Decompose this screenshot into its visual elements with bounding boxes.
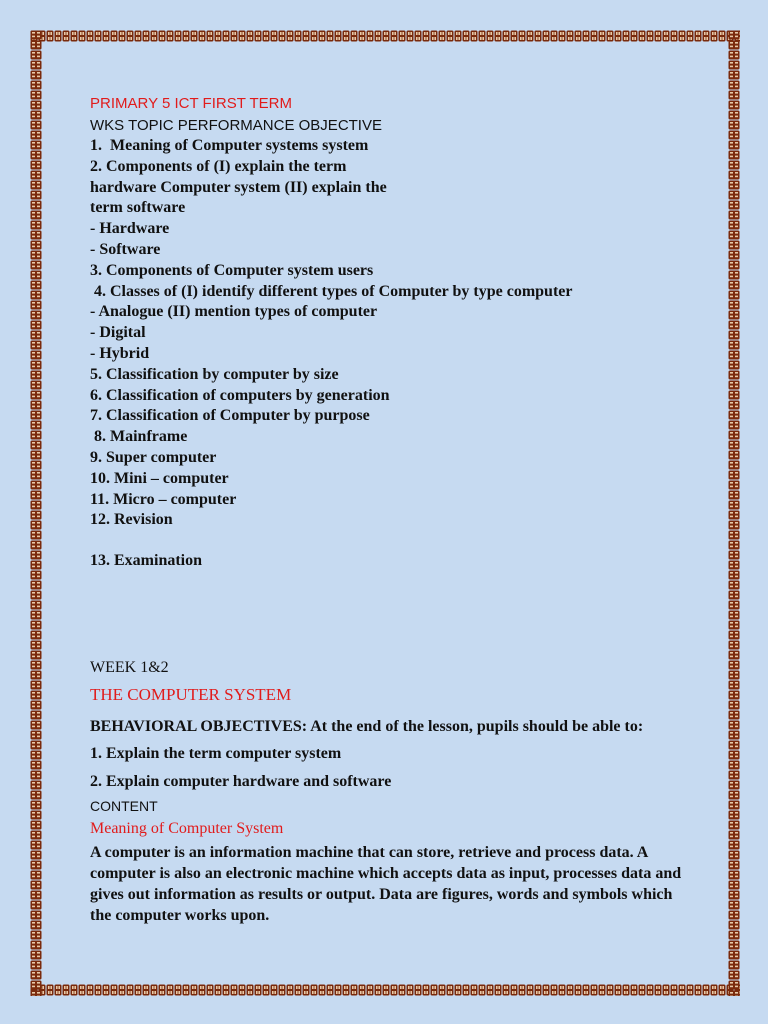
scheme-line: - Software xyxy=(90,240,161,258)
lesson-section xyxy=(90,656,690,926)
document-body xyxy=(90,93,690,926)
scheme-line: 4. Classes of (I) identify different types of Computer by type computer xyxy=(90,282,573,300)
page-border-left xyxy=(30,30,42,996)
scheme-line: - Hybrid xyxy=(90,344,150,362)
scheme-line: 10. Mini – computer xyxy=(90,469,229,487)
scheme-line: 2. Components of (I) explain the term xyxy=(90,157,347,175)
scheme-line: term software xyxy=(90,199,186,217)
content-label: CONTENT xyxy=(90,797,158,814)
week-label: WEEK 1&2 xyxy=(90,658,169,676)
scheme-line: 5. Classification by computer by size xyxy=(90,365,339,383)
scheme-line: 12. Revision xyxy=(90,511,173,529)
scheme-line-examination: 13. Examination xyxy=(90,552,203,570)
page-border-right xyxy=(728,30,740,996)
page-border-top xyxy=(30,30,740,42)
page-border-bottom xyxy=(30,984,740,996)
lesson-title: THE COMPUTER SYSTEM xyxy=(90,684,292,704)
behavioral-objectives: BEHAVIORAL OBJECTIVES: At the end of the lesson, pupils should be able to: xyxy=(90,717,644,735)
scheme-line: 8. Mainframe xyxy=(90,428,188,446)
scheme-line: 1. Meaning of Computer systems system xyxy=(90,137,369,154)
document-title: PRIMARY 5 ICT FIRST TERM xyxy=(90,95,292,112)
scheme-of-work-list xyxy=(90,136,690,572)
definition-paragraph: A computer is an information machine that can store, retrieve and process data. A computer is also an electronic machine which accepts data as input, processes data and gives out information as results or output. Data are figures, words and symbols which the computer works upon. xyxy=(90,843,682,924)
scheme-line: 6. Classification of computers by generation xyxy=(90,386,390,404)
scheme-line: hardware Computer system (II) explain the xyxy=(90,178,387,196)
scheme-line: - Analogue (II) mention types of computer xyxy=(90,303,378,321)
scheme-line: - Hardware xyxy=(90,220,170,238)
scheme-line: 11. Micro – computer xyxy=(90,490,237,508)
scheme-line: 7. Classification of Computer by purpose xyxy=(90,407,370,425)
scheme-column-header: WKS TOPIC PERFORMANCE OBJECTIVE xyxy=(90,117,382,134)
objective-item: 2. Explain computer hardware and software xyxy=(90,772,392,790)
section-heading: Meaning of Computer System xyxy=(90,819,284,837)
scheme-line: 9. Super computer xyxy=(90,448,217,466)
scheme-line: - Digital xyxy=(90,324,146,342)
objective-item: 1. Explain the term computer system xyxy=(90,744,342,762)
scheme-line: 3. Components of Computer system users xyxy=(90,261,374,279)
